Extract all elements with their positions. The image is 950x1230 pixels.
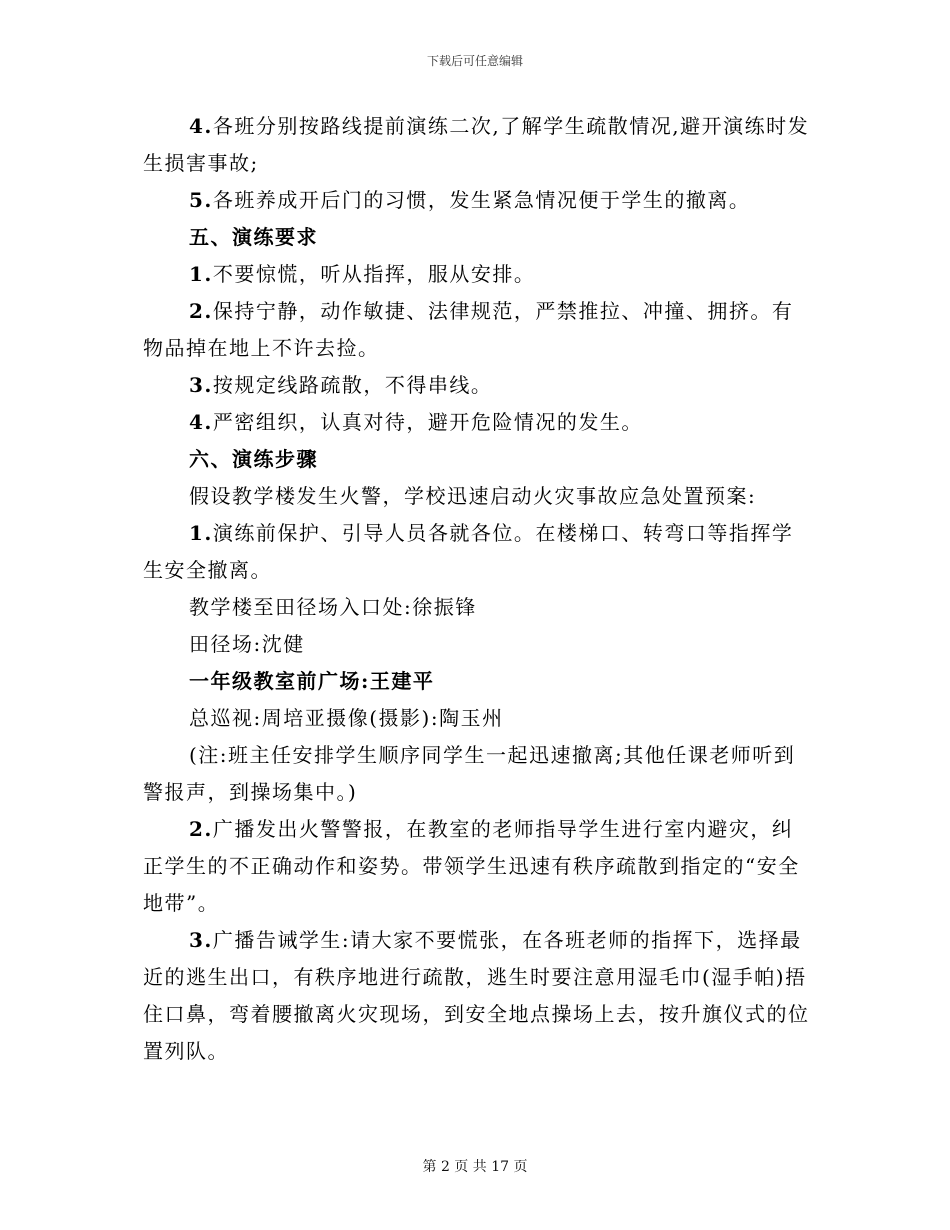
section-heading-steps: 六、演练步骤 — [189, 447, 318, 471]
paragraph-text: 各班分别按路线提前演练二次,了解学生疏散情况,避开演练时发生损害事故; — [143, 114, 810, 175]
item-number: 2. — [189, 817, 213, 841]
note-paragraph: (注:班主任安排学生顺序同学生一起迅速撤离;其他任课老师听到警报声，到操场集中。) — [143, 743, 796, 804]
document-body — [143, 108, 811, 1070]
paragraph-text: 保持宁静，动作敏捷、法律规范，严禁推拉、冲撞、拥挤。有物品掉在地上不许去捡。 — [143, 299, 794, 360]
step-3 — [143, 922, 811, 1070]
assignment-grade1-plaza: 一年级教室前广场:王建平 — [189, 669, 435, 693]
item-number: 1. — [189, 521, 213, 545]
assignment-building-entrance: 教学楼至田径场入口处:徐振锋 — [189, 595, 477, 619]
section-heading-requirements: 五、演练要求 — [189, 225, 318, 249]
requirement-3 — [143, 367, 811, 404]
item-number: 5. — [189, 188, 213, 212]
assignment-inspection: 总巡视:周培亚摄像(摄影):陶玉州 — [189, 706, 504, 730]
item-number: 1. — [189, 262, 213, 286]
page-header: 下载后可任意编辑 — [426, 54, 523, 68]
page-footer: 第 2 页 共 17 页 — [422, 1159, 528, 1175]
requirement-2 — [143, 293, 811, 367]
paragraph-text: 广播告诫学生:请大家不要慌张，在各班老师的指挥下，选择最近的逃生出口，有秩序地进行疏散，逃生时要注意用湿毛巾(湿手帕)捂住口鼻，弯着腰撤离火灾现场，到安全地点操场上去，按升旗仪式的位置列队。 — [143, 928, 810, 1063]
requirement-1 — [143, 256, 811, 293]
assignment-track-field: 田径场:沈健 — [189, 632, 305, 656]
item-number: 3. — [189, 928, 213, 952]
paragraph-text: 不要惊慌，听从指挥，服从安排。 — [212, 262, 536, 286]
paragraph-text: 按规定线路疏散，不得串线。 — [212, 373, 493, 397]
item-number: 2. — [189, 299, 213, 323]
requirement-4 — [143, 404, 811, 441]
paragraph-text: 各班养成开后门的习惯，发生紧急情况便于学生的撤离。 — [212, 188, 751, 212]
item-number: 4. — [189, 410, 213, 434]
paragraph-text: 演练前保护、引导人员各就各位。在楼梯口、转弯口等指挥学生安全撤离。 — [143, 521, 794, 582]
paragraph-step-5 — [143, 182, 811, 219]
item-number: 3. — [189, 373, 213, 397]
paragraph-text: 严密组织，认真对待，避开危险情况的发生。 — [212, 410, 643, 434]
step-2 — [143, 811, 811, 922]
paragraph-step-4 — [143, 108, 811, 182]
paragraph-text: 广播发出火警警报，在教室的老师指导学生进行室内避灾，纠正学生的不正确动作和姿势。带领学生迅速有秩序疏散到指定的“安全地带”。 — [143, 817, 800, 915]
steps-intro: 假设教学楼发生火警，学校迅速启动火灾事故应急处置预案: — [189, 484, 757, 508]
item-number: 4. — [189, 114, 213, 138]
step-1 — [143, 515, 811, 589]
